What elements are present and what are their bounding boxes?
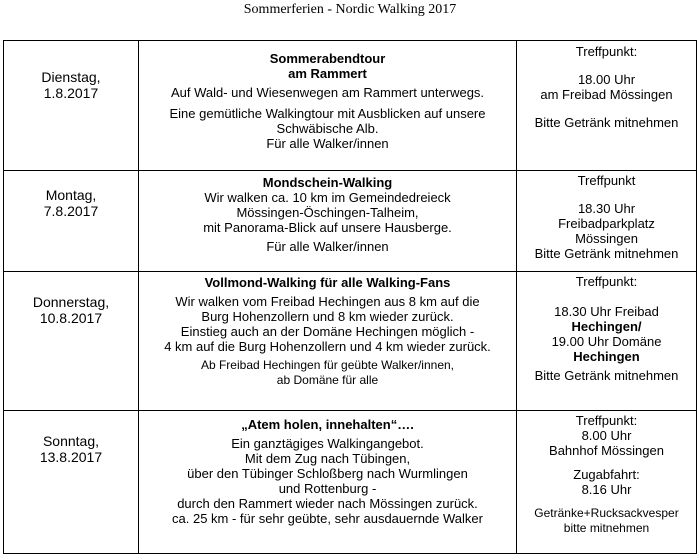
table-row — [4, 272, 697, 411]
description-line: mit Panorama-Blick auf unsere Hausberge. — [203, 220, 452, 235]
event-date: 7.8.2017 — [43, 203, 99, 219]
meeting-note: Bitte Getränk mitnehmen — [534, 246, 679, 261]
table-row — [4, 41, 697, 171]
event-date: 10.8.2017 — [39, 310, 103, 326]
event-heading: Vollmond-Walking für alle Walking-Fans — [204, 275, 451, 290]
description-line: durch den Rammert wieder nach Mössingen zurück. — [177, 496, 478, 511]
meeting-cell — [517, 171, 697, 272]
description-cell — [139, 171, 517, 272]
description-line: Eine gemütliche Walkingtour mit Ausblicken auf unsere — [169, 106, 486, 121]
description-line: Wir walken ca. 10 km im Gemeindedreieck — [204, 190, 451, 205]
event-heading: Mondschein-Walking — [262, 175, 393, 190]
description-line: Wir walken vom Freibad Hechingen aus 8 km auf die — [175, 294, 480, 309]
description-line: 4 km auf die Burg Hohenzollern und 4 km wieder zurück. — [164, 339, 491, 354]
description-line: über den Tübinger Schloßberg nach Wurmlingen — [187, 466, 468, 481]
meeting-line: Hechingen/ — [571, 319, 642, 334]
meeting-label: Treffpunkt — [577, 173, 636, 188]
description-line: Für alle Walker/innen — [266, 239, 389, 254]
event-heading: Sommerabendtour — [269, 51, 386, 66]
meeting-label: Treffpunkt: — [575, 44, 638, 59]
page-title: Sommerferien - Nordic Walking 2017 — [243, 2, 457, 17]
meeting-line: 19.00 Uhr Domäne — [551, 334, 662, 349]
description-line: Auf Wald- und Wiesenwegen am Rammert unterwegs. — [170, 85, 485, 100]
event-date: 1.8.2017 — [43, 85, 99, 101]
event-heading-2: am Rammert — [288, 66, 367, 81]
description-line: Ein ganztägiges Walkingangebot. — [231, 436, 424, 451]
description-line: ab Domäne für alle — [276, 373, 379, 387]
event-day: Dienstag, — [41, 69, 101, 85]
meeting-label: Treffpunkt: — [575, 413, 638, 428]
table-row — [4, 171, 697, 272]
meeting-line: 8.00 Uhr — [581, 428, 632, 443]
meeting-note: Bitte Getränk mitnehmen — [534, 115, 679, 130]
meeting-line: 18.00 Uhr — [577, 72, 636, 87]
date-cell — [4, 411, 139, 554]
event-day: Montag, — [45, 187, 97, 203]
meeting-note: Bitte Getränk mitnehmen — [534, 368, 679, 383]
date-cell — [4, 272, 139, 411]
date-cell — [4, 171, 139, 272]
meeting-line: 18.30 Uhr — [577, 201, 636, 216]
description-line: Mössingen-Öschingen-Talheim, — [236, 205, 419, 220]
description-cell — [139, 411, 517, 554]
description-line: und Rottenburg - — [278, 481, 377, 496]
meeting-cell — [517, 41, 697, 171]
event-date: 13.8.2017 — [39, 449, 103, 465]
description-cell — [139, 272, 517, 411]
meeting-line: 18.30 Uhr Freibad — [554, 304, 659, 319]
event-day: Sonntag, — [42, 433, 100, 449]
description-cell — [139, 41, 517, 171]
description-line: Mit dem Zug nach Tübingen, — [244, 451, 411, 466]
meeting-line: Freibadparkplatz — [558, 216, 655, 231]
meeting-note-2: bitte mitnehmen — [563, 521, 650, 535]
meeting-cell — [517, 272, 697, 411]
meeting-line: 8.16 Uhr — [581, 482, 632, 497]
meeting-line: Zugabfahrt: — [573, 467, 640, 482]
meeting-line: Hechingen — [573, 349, 640, 364]
meeting-line: Mössingen — [575, 231, 638, 246]
description-line: Schwäbische Alb. — [276, 121, 379, 136]
description-line: Ab Freibad Hechingen für geübte Walker/innen, — [200, 358, 455, 372]
event-day: Donnerstag, — [32, 294, 110, 310]
meeting-label: Treffpunkt: — [575, 274, 638, 289]
description-line: Burg Hohenzollern und 8 km wieder zurück. — [201, 309, 454, 324]
meeting-line: am Freibad Mössingen — [540, 87, 673, 102]
description-line: Für alle Walker/innen — [266, 136, 389, 151]
table-row — [4, 411, 697, 554]
schedule-table — [3, 40, 697, 554]
meeting-cell — [517, 411, 697, 554]
description-line: ca. 25 km - für sehr geübte, sehr ausdauernde Walker — [172, 511, 483, 526]
event-heading: „Atem holen, innehalten“…. — [241, 417, 414, 432]
description-line: Einstieg auch an der Domäne Hechingen möglich - — [180, 324, 475, 339]
meeting-line: Bahnhof Mössingen — [549, 443, 664, 458]
date-cell — [4, 41, 139, 171]
meeting-note: Getränke+Rucksackvesper — [534, 506, 679, 520]
